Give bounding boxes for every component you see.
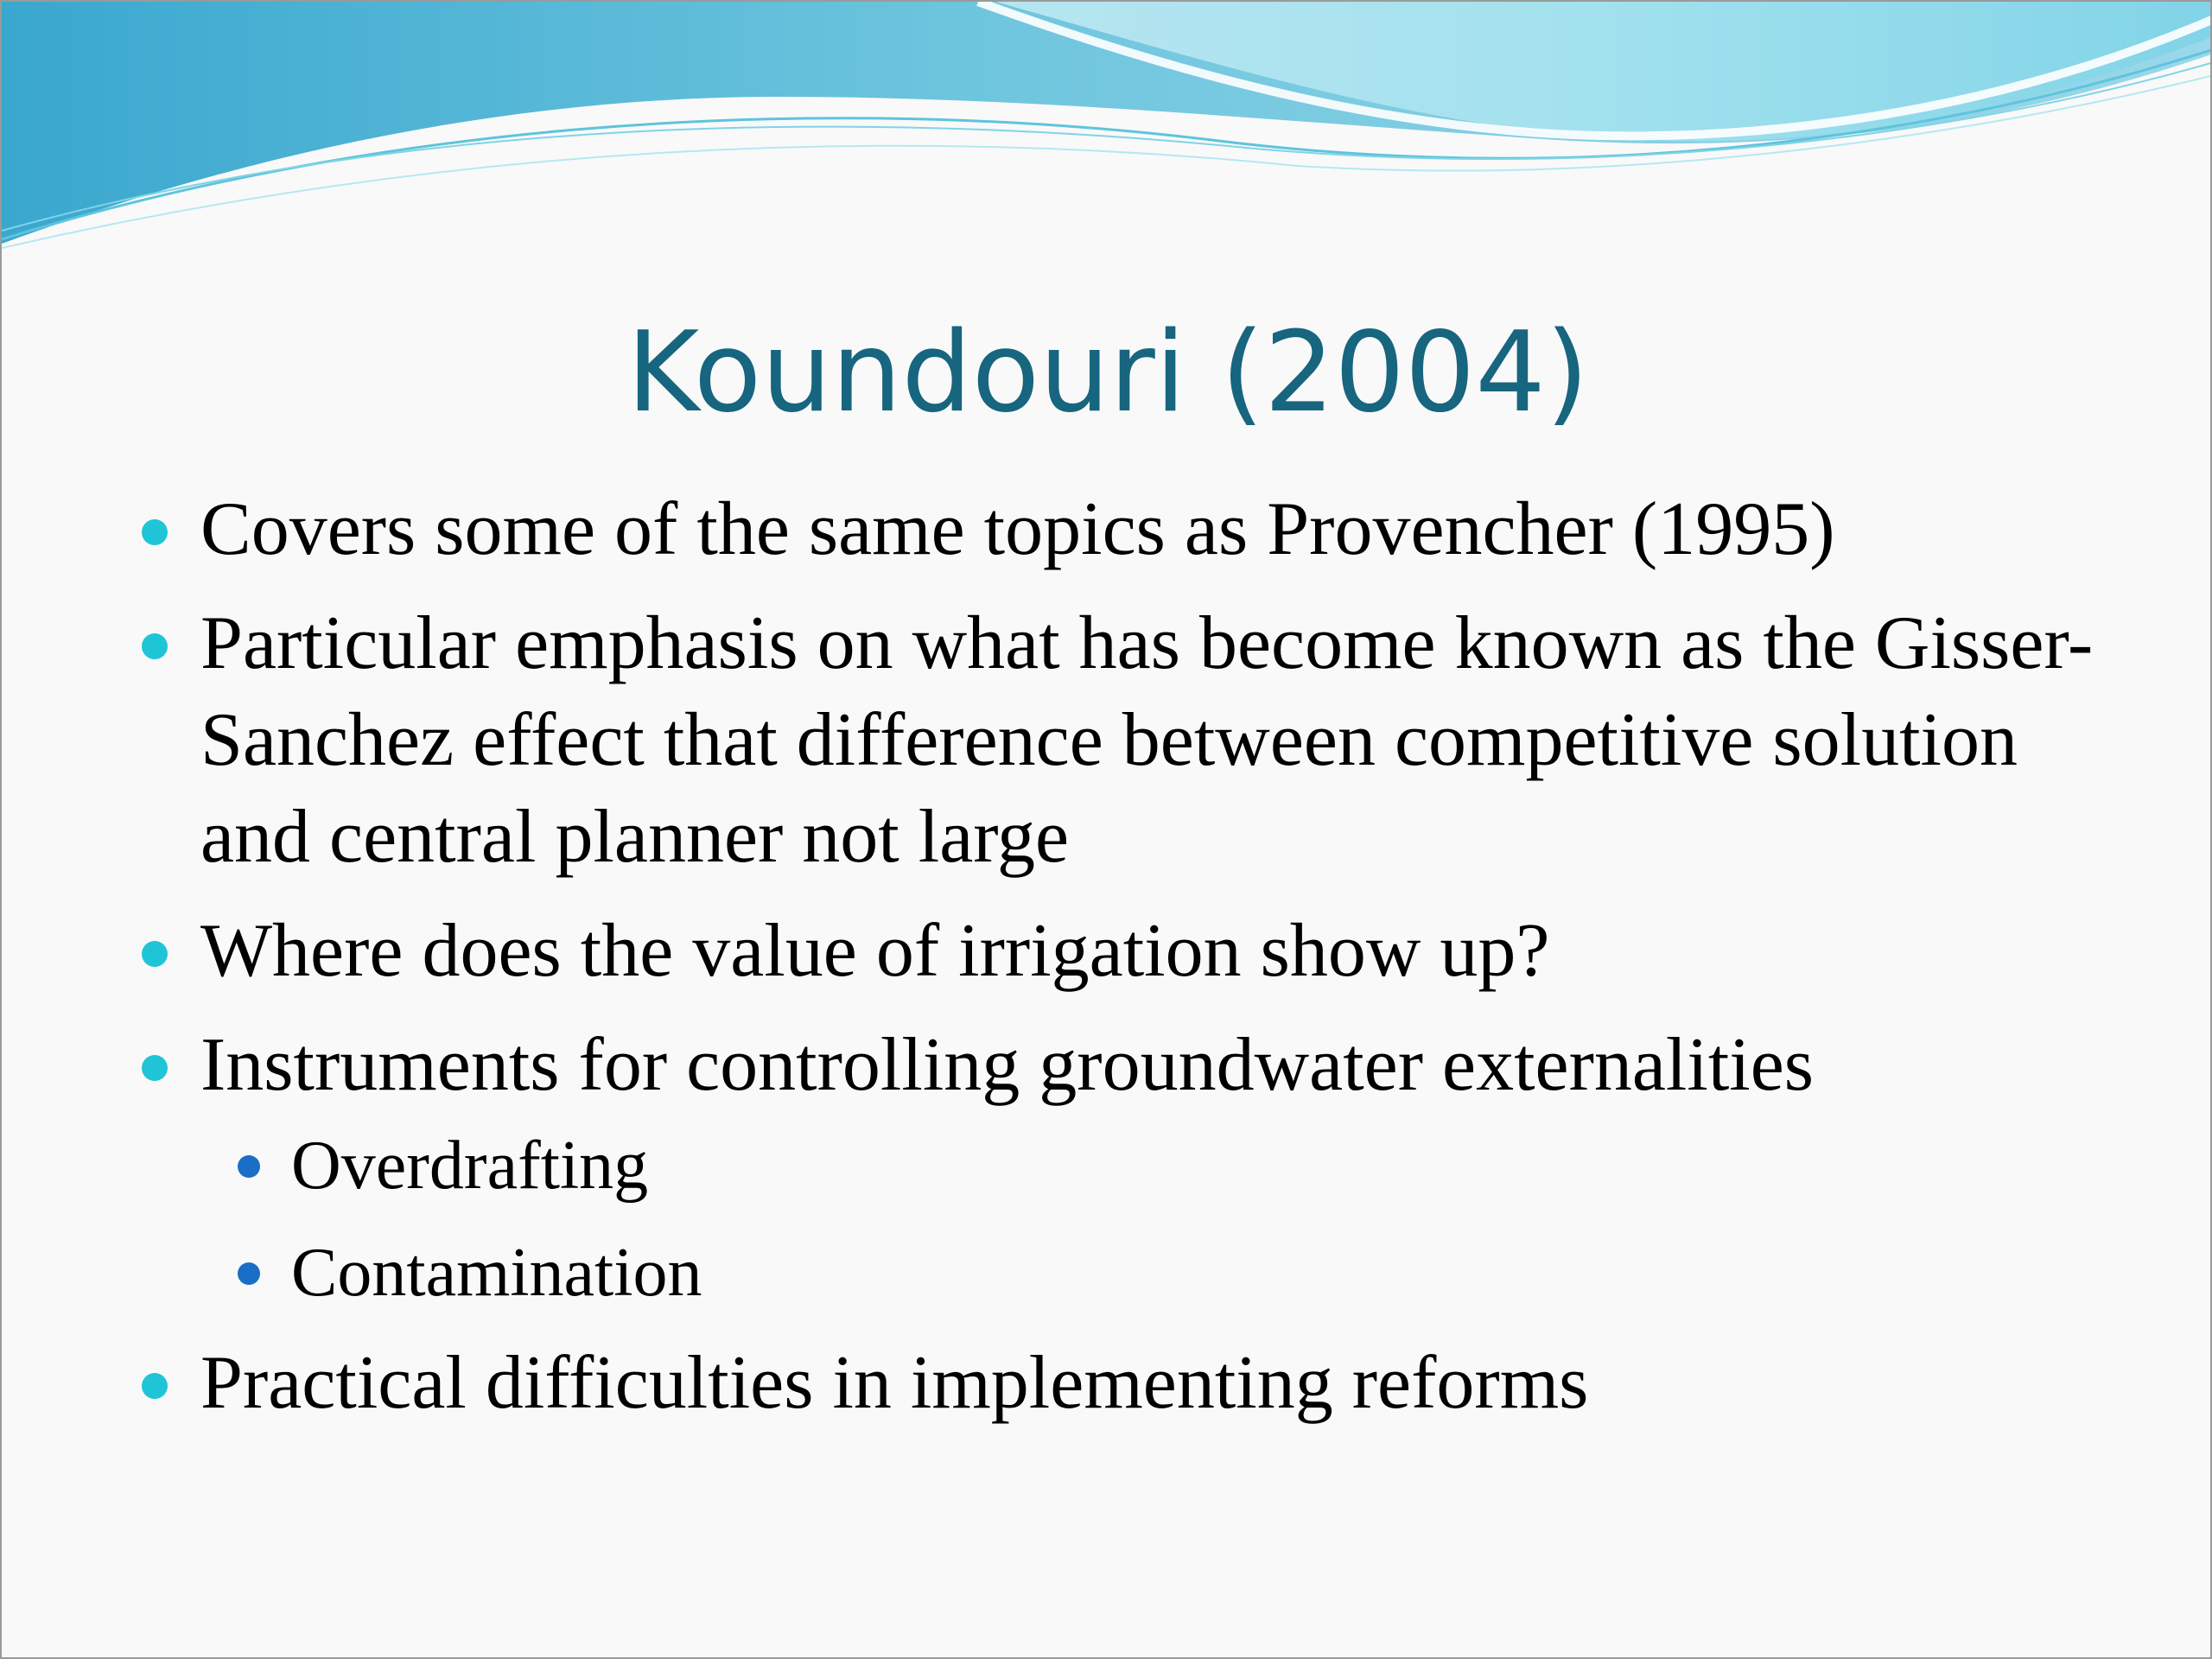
sub-bullet-item [291,1228,2101,1318]
bullet-text: Particular emphasis on what has become known as the Gisser-Sanchez effect that difference between competitive solution and central planner not large [200,601,2094,879]
bullet-dot-icon [142,519,168,545]
slide-title: Koundouri (2004) [626,308,1589,437]
sub-bullet-text: Contamination [291,1235,702,1311]
bullet-dot-icon [142,941,168,967]
header-wave-decoration [2,2,2212,261]
bullet-dot-icon [142,1055,168,1081]
sub-bullet-dot-icon [238,1262,260,1285]
sub-bullet-text: Overdrafting [291,1128,649,1204]
bullet-item [200,1017,2101,1318]
bullet-item [200,1335,2101,1432]
bullet-dot-icon [142,633,168,659]
bullet-text: Covers some of the same topics as Provencher (1995) [200,487,1835,571]
bullet-list [2,481,2212,1449]
bullet-text: Where does the value of irrigation show up? [200,909,1550,993]
sub-bullet-item [291,1121,2101,1211]
bullet-item [200,595,2101,886]
bullet-text: Instruments for controlling groundwater externalities [200,1023,1815,1107]
bullet-text: Practical difficulties in implementing reforms [200,1341,1589,1425]
bullet-item [200,903,2101,1000]
bullet-item [200,481,2101,578]
sub-bullet-list [200,1121,2101,1318]
bullet-dot-icon [142,1373,168,1399]
sub-bullet-dot-icon [238,1155,260,1178]
